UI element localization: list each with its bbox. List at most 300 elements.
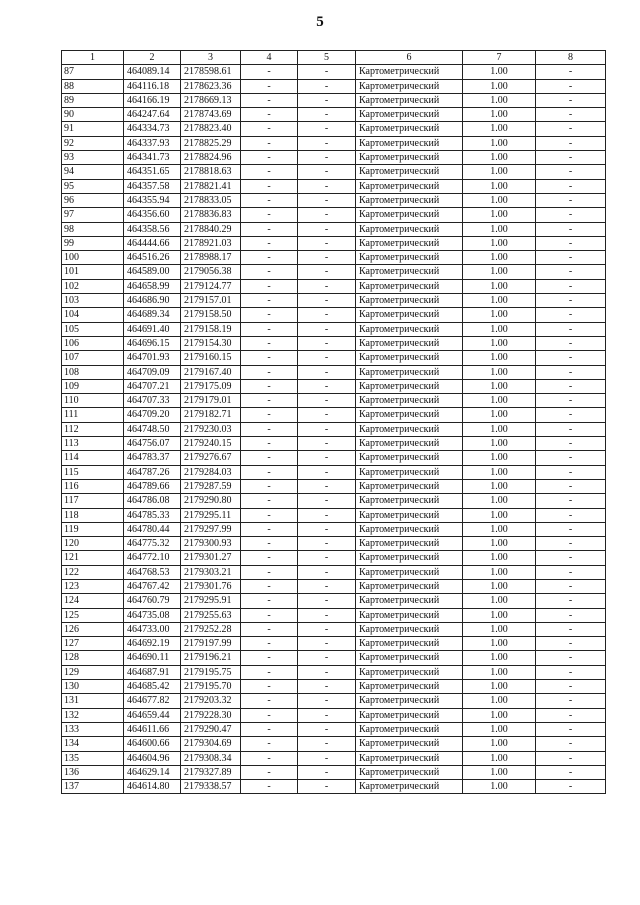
accuracy-cell: 1.00 — [463, 308, 536, 322]
col-4-cell: - — [241, 694, 298, 708]
x-coordinate-cell: 464687.91 — [124, 665, 181, 679]
accuracy-cell: 1.00 — [463, 322, 536, 336]
point-number-cell: 125 — [62, 608, 124, 622]
accuracy-cell: 1.00 — [463, 594, 536, 608]
method-cell: Картометрический — [356, 508, 463, 522]
x-coordinate-cell: 464783.37 — [124, 451, 181, 465]
table-row — [62, 780, 606, 794]
col-4-cell: - — [241, 451, 298, 465]
x-coordinate-cell: 464357.58 — [124, 179, 181, 193]
col-5-cell: - — [298, 637, 356, 651]
col-5-cell: - — [298, 465, 356, 479]
method-cell: Картометрический — [356, 294, 463, 308]
col-4-cell: - — [241, 494, 298, 508]
col-8-cell: - — [536, 193, 606, 207]
x-coordinate-cell: 464787.26 — [124, 465, 181, 479]
col-8-cell: - — [536, 751, 606, 765]
col-5-cell: - — [298, 108, 356, 122]
column-header-7: 7 — [463, 51, 536, 65]
col-5-cell: - — [298, 179, 356, 193]
col-8-cell: - — [536, 308, 606, 322]
col-8-cell: - — [536, 379, 606, 393]
col-5-cell: - — [298, 336, 356, 350]
method-cell: Картометрический — [356, 351, 463, 365]
col-8-cell: - — [536, 765, 606, 779]
col-5-cell: - — [298, 479, 356, 493]
method-cell: Картометрический — [356, 279, 463, 293]
col-5-cell: - — [298, 208, 356, 222]
x-coordinate-cell: 464768.53 — [124, 565, 181, 579]
accuracy-cell: 1.00 — [463, 265, 536, 279]
col-4-cell: - — [241, 379, 298, 393]
y-coordinate-cell: 2179154.30 — [181, 336, 241, 350]
col-5-cell: - — [298, 394, 356, 408]
accuracy-cell: 1.00 — [463, 79, 536, 93]
x-coordinate-cell: 464677.82 — [124, 694, 181, 708]
col-5-cell: - — [298, 79, 356, 93]
method-cell: Картометрический — [356, 322, 463, 336]
table-row — [62, 351, 606, 365]
accuracy-cell: 1.00 — [463, 451, 536, 465]
point-number-cell: 128 — [62, 651, 124, 665]
column-header-1: 1 — [62, 51, 124, 65]
x-coordinate-cell: 464614.80 — [124, 780, 181, 794]
y-coordinate-cell: 2178669.13 — [181, 93, 241, 107]
col-4-cell: - — [241, 437, 298, 451]
method-cell: Картометрический — [356, 93, 463, 107]
table-row — [62, 680, 606, 694]
col-4-cell: - — [241, 579, 298, 593]
method-cell: Картометрический — [356, 694, 463, 708]
page-number: 5 — [316, 14, 324, 30]
table-row — [62, 479, 606, 493]
col-8-cell: - — [536, 365, 606, 379]
col-8-cell: - — [536, 694, 606, 708]
method-cell: Картометрический — [356, 551, 463, 565]
method-cell: Картометрический — [356, 537, 463, 551]
col-4-cell: - — [241, 479, 298, 493]
table-row — [62, 222, 606, 236]
col-4-cell: - — [241, 522, 298, 536]
point-number-cell: 124 — [62, 594, 124, 608]
method-cell: Картометрический — [356, 179, 463, 193]
y-coordinate-cell: 2178824.96 — [181, 151, 241, 165]
col-5-cell: - — [298, 551, 356, 565]
accuracy-cell: 1.00 — [463, 722, 536, 736]
point-number-cell: 127 — [62, 637, 124, 651]
method-cell: Картометрический — [356, 579, 463, 593]
col-8-cell: - — [536, 93, 606, 107]
col-8-cell: - — [536, 494, 606, 508]
x-coordinate-cell: 464772.10 — [124, 551, 181, 565]
col-8-cell: - — [536, 508, 606, 522]
accuracy-cell: 1.00 — [463, 208, 536, 222]
accuracy-cell: 1.00 — [463, 65, 536, 79]
x-coordinate-cell: 464444.66 — [124, 236, 181, 250]
table-row — [62, 193, 606, 207]
col-5-cell: - — [298, 365, 356, 379]
x-coordinate-cell: 464707.33 — [124, 394, 181, 408]
x-coordinate-cell: 464789.66 — [124, 479, 181, 493]
point-number-cell: 113 — [62, 437, 124, 451]
col-8-cell: - — [536, 236, 606, 250]
coordinates-table — [61, 50, 606, 794]
col-5-cell: - — [298, 594, 356, 608]
column-header-5: 5 — [298, 51, 356, 65]
accuracy-cell: 1.00 — [463, 236, 536, 250]
col-4-cell: - — [241, 465, 298, 479]
table-row — [62, 765, 606, 779]
table-row — [62, 508, 606, 522]
accuracy-cell: 1.00 — [463, 151, 536, 165]
col-4-cell: - — [241, 737, 298, 751]
col-8-cell: - — [536, 422, 606, 436]
table-row — [62, 608, 606, 622]
accuracy-cell: 1.00 — [463, 637, 536, 651]
method-cell: Картометрический — [356, 465, 463, 479]
column-header-6: 6 — [356, 51, 463, 65]
y-coordinate-cell: 2179297.99 — [181, 522, 241, 536]
x-coordinate-cell: 464116.18 — [124, 79, 181, 93]
y-coordinate-cell: 2179175.09 — [181, 379, 241, 393]
point-number-cell: 98 — [62, 222, 124, 236]
accuracy-cell: 1.00 — [463, 136, 536, 150]
x-coordinate-cell: 464658.99 — [124, 279, 181, 293]
col-5-cell: - — [298, 494, 356, 508]
point-number-cell: 108 — [62, 365, 124, 379]
point-number-cell: 121 — [62, 551, 124, 565]
col-4-cell: - — [241, 222, 298, 236]
point-number-cell: 122 — [62, 565, 124, 579]
table-row — [62, 365, 606, 379]
column-header-8: 8 — [536, 51, 606, 65]
y-coordinate-cell: 2179203.32 — [181, 694, 241, 708]
y-coordinate-cell: 2178743.69 — [181, 108, 241, 122]
col-4-cell: - — [241, 122, 298, 136]
table-row — [62, 651, 606, 665]
x-coordinate-cell: 464709.09 — [124, 365, 181, 379]
point-number-cell: 133 — [62, 722, 124, 736]
table-row — [62, 708, 606, 722]
method-cell: Картометрический — [356, 79, 463, 93]
col-5-cell: - — [298, 151, 356, 165]
col-8-cell: - — [536, 465, 606, 479]
point-number-cell: 135 — [62, 751, 124, 765]
col-4-cell: - — [241, 722, 298, 736]
col-5-cell: - — [298, 122, 356, 136]
table-row — [62, 136, 606, 150]
col-4-cell: - — [241, 336, 298, 350]
x-coordinate-cell: 464709.20 — [124, 408, 181, 422]
point-number-cell: 100 — [62, 251, 124, 265]
col-4-cell: - — [241, 508, 298, 522]
table-row — [62, 379, 606, 393]
method-cell: Картометрический — [356, 479, 463, 493]
col-4-cell: - — [241, 93, 298, 107]
col-8-cell: - — [536, 737, 606, 751]
x-coordinate-cell: 464334.73 — [124, 122, 181, 136]
point-number-cell: 131 — [62, 694, 124, 708]
accuracy-cell: 1.00 — [463, 408, 536, 422]
col-5-cell: - — [298, 751, 356, 765]
method-cell: Картометрический — [356, 151, 463, 165]
x-coordinate-cell: 464690.11 — [124, 651, 181, 665]
accuracy-cell: 1.00 — [463, 537, 536, 551]
x-coordinate-cell: 464600.66 — [124, 737, 181, 751]
col-5-cell: - — [298, 665, 356, 679]
col-4-cell: - — [241, 265, 298, 279]
y-coordinate-cell: 2179303.21 — [181, 565, 241, 579]
col-5-cell: - — [298, 522, 356, 536]
method-cell: Картометрический — [356, 680, 463, 694]
col-4-cell: - — [241, 751, 298, 765]
table-row — [62, 751, 606, 765]
col-4-cell: - — [241, 65, 298, 79]
point-number-cell: 101 — [62, 265, 124, 279]
col-8-cell: - — [536, 651, 606, 665]
point-number-cell: 134 — [62, 737, 124, 751]
y-coordinate-cell: 2179327.89 — [181, 765, 241, 779]
table-row — [62, 151, 606, 165]
table-row — [62, 65, 606, 79]
col-4-cell: - — [241, 294, 298, 308]
table-row — [62, 179, 606, 193]
col-4-cell: - — [241, 79, 298, 93]
col-5-cell: - — [298, 680, 356, 694]
table-row — [62, 637, 606, 651]
x-coordinate-cell: 464629.14 — [124, 765, 181, 779]
table-row — [62, 451, 606, 465]
accuracy-cell: 1.00 — [463, 651, 536, 665]
col-5-cell: - — [298, 565, 356, 579]
y-coordinate-cell: 2179255.63 — [181, 608, 241, 622]
method-cell: Картометрический — [356, 737, 463, 751]
col-5-cell: - — [298, 694, 356, 708]
col-8-cell: - — [536, 665, 606, 679]
accuracy-cell: 1.00 — [463, 222, 536, 236]
method-cell: Картометрический — [356, 522, 463, 536]
y-coordinate-cell: 2179228.30 — [181, 708, 241, 722]
accuracy-cell: 1.00 — [463, 694, 536, 708]
point-number-cell: 130 — [62, 680, 124, 694]
point-number-cell: 90 — [62, 108, 124, 122]
col-5-cell: - — [298, 537, 356, 551]
y-coordinate-cell: 2178833.05 — [181, 193, 241, 207]
accuracy-cell: 1.00 — [463, 437, 536, 451]
point-number-cell: 96 — [62, 193, 124, 207]
x-coordinate-cell: 464351.65 — [124, 165, 181, 179]
accuracy-cell: 1.00 — [463, 751, 536, 765]
method-cell: Картометрический — [356, 608, 463, 622]
col-8-cell: - — [536, 537, 606, 551]
method-cell: Картометрический — [356, 136, 463, 150]
col-8-cell: - — [536, 565, 606, 579]
col-8-cell: - — [536, 708, 606, 722]
col-5-cell: - — [298, 279, 356, 293]
col-5-cell: - — [298, 579, 356, 593]
col-5-cell: - — [298, 236, 356, 250]
accuracy-cell: 1.00 — [463, 565, 536, 579]
col-5-cell: - — [298, 308, 356, 322]
method-cell: Картометрический — [356, 751, 463, 765]
x-coordinate-cell: 464775.32 — [124, 537, 181, 551]
table-row — [62, 279, 606, 293]
col-4-cell: - — [241, 179, 298, 193]
col-5-cell: - — [298, 65, 356, 79]
x-coordinate-cell: 464696.15 — [124, 336, 181, 350]
point-number-cell: 95 — [62, 179, 124, 193]
accuracy-cell: 1.00 — [463, 394, 536, 408]
accuracy-cell: 1.00 — [463, 336, 536, 350]
x-coordinate-cell: 464356.60 — [124, 208, 181, 222]
col-8-cell: - — [536, 208, 606, 222]
accuracy-cell: 1.00 — [463, 251, 536, 265]
accuracy-cell: 1.00 — [463, 680, 536, 694]
col-8-cell: - — [536, 322, 606, 336]
col-4-cell: - — [241, 680, 298, 694]
y-coordinate-cell: 2179196.21 — [181, 651, 241, 665]
y-coordinate-cell: 2178825.29 — [181, 136, 241, 150]
col-8-cell: - — [536, 479, 606, 493]
col-8-cell: - — [536, 122, 606, 136]
accuracy-cell: 1.00 — [463, 479, 536, 493]
x-coordinate-cell: 464685.42 — [124, 680, 181, 694]
col-4-cell: - — [241, 208, 298, 222]
y-coordinate-cell: 2179301.76 — [181, 579, 241, 593]
accuracy-cell: 1.00 — [463, 608, 536, 622]
col-5-cell: - — [298, 422, 356, 436]
y-coordinate-cell: 2179295.91 — [181, 594, 241, 608]
col-4-cell: - — [241, 151, 298, 165]
accuracy-cell: 1.00 — [463, 622, 536, 636]
method-cell: Картометрический — [356, 622, 463, 636]
x-coordinate-cell: 464355.94 — [124, 193, 181, 207]
method-cell: Картометрический — [356, 308, 463, 322]
col-4-cell: - — [241, 236, 298, 250]
y-coordinate-cell: 2179056.38 — [181, 265, 241, 279]
y-coordinate-cell: 2179240.15 — [181, 437, 241, 451]
x-coordinate-cell: 464166.19 — [124, 93, 181, 107]
x-coordinate-cell: 464611.66 — [124, 722, 181, 736]
col-5-cell: - — [298, 136, 356, 150]
col-4-cell: - — [241, 565, 298, 579]
table-row — [62, 394, 606, 408]
table-row — [62, 294, 606, 308]
y-coordinate-cell: 2179290.47 — [181, 722, 241, 736]
col-8-cell: - — [536, 279, 606, 293]
y-coordinate-cell: 2178921.03 — [181, 236, 241, 250]
y-coordinate-cell: 2179284.03 — [181, 465, 241, 479]
col-8-cell: - — [536, 336, 606, 350]
col-8-cell: - — [536, 165, 606, 179]
y-coordinate-cell: 2179290.80 — [181, 494, 241, 508]
x-coordinate-cell: 464247.64 — [124, 108, 181, 122]
table-row — [62, 322, 606, 336]
method-cell: Картометрический — [356, 65, 463, 79]
accuracy-cell: 1.00 — [463, 122, 536, 136]
point-number-cell: 112 — [62, 422, 124, 436]
col-4-cell: - — [241, 394, 298, 408]
point-number-cell: 88 — [62, 79, 124, 93]
col-8-cell: - — [536, 179, 606, 193]
method-cell: Картометрический — [356, 665, 463, 679]
accuracy-cell: 1.00 — [463, 665, 536, 679]
point-number-cell: 129 — [62, 665, 124, 679]
col-5-cell: - — [298, 193, 356, 207]
col-8-cell: - — [536, 451, 606, 465]
col-4-cell: - — [241, 408, 298, 422]
point-number-cell: 126 — [62, 622, 124, 636]
x-coordinate-cell: 464589.00 — [124, 265, 181, 279]
col-4-cell: - — [241, 365, 298, 379]
col-4-cell: - — [241, 422, 298, 436]
method-cell: Картометрический — [356, 193, 463, 207]
col-5-cell: - — [298, 508, 356, 522]
method-cell: Картометрический — [356, 722, 463, 736]
accuracy-cell: 1.00 — [463, 179, 536, 193]
point-number-cell: 106 — [62, 336, 124, 350]
table-row — [62, 208, 606, 222]
accuracy-cell: 1.00 — [463, 108, 536, 122]
column-header-3: 3 — [181, 51, 241, 65]
point-number-cell: 114 — [62, 451, 124, 465]
y-coordinate-cell: 2179195.70 — [181, 680, 241, 694]
table-body — [62, 65, 606, 794]
table-row — [62, 437, 606, 451]
accuracy-cell: 1.00 — [463, 193, 536, 207]
point-number-cell: 99 — [62, 236, 124, 250]
col-8-cell: - — [536, 594, 606, 608]
col-8-cell: - — [536, 294, 606, 308]
point-number-cell: 110 — [62, 394, 124, 408]
method-cell: Картометрический — [356, 437, 463, 451]
table-row — [62, 165, 606, 179]
column-header-2: 2 — [124, 51, 181, 65]
y-coordinate-cell: 2179157.01 — [181, 294, 241, 308]
method-cell: Картометрический — [356, 408, 463, 422]
method-cell: Картометрический — [356, 708, 463, 722]
x-coordinate-cell: 464089.14 — [124, 65, 181, 79]
y-coordinate-cell: 2179182.71 — [181, 408, 241, 422]
method-cell: Картометрический — [356, 451, 463, 465]
y-coordinate-cell: 2178823.40 — [181, 122, 241, 136]
x-coordinate-cell: 464604.96 — [124, 751, 181, 765]
y-coordinate-cell: 2178821.41 — [181, 179, 241, 193]
table-row — [62, 522, 606, 536]
point-number-cell: 118 — [62, 508, 124, 522]
y-coordinate-cell: 2178836.83 — [181, 208, 241, 222]
col-8-cell: - — [536, 437, 606, 451]
col-8-cell: - — [536, 79, 606, 93]
method-cell: Картометрический — [356, 265, 463, 279]
accuracy-cell: 1.00 — [463, 351, 536, 365]
x-coordinate-cell: 464341.73 — [124, 151, 181, 165]
y-coordinate-cell: 2179179.01 — [181, 394, 241, 408]
point-number-cell: 105 — [62, 322, 124, 336]
point-number-cell: 132 — [62, 708, 124, 722]
table-header-row — [62, 51, 606, 65]
x-coordinate-cell: 464760.79 — [124, 594, 181, 608]
y-coordinate-cell: 2179158.19 — [181, 322, 241, 336]
col-5-cell: - — [298, 408, 356, 422]
table-row — [62, 108, 606, 122]
x-coordinate-cell: 464748.50 — [124, 422, 181, 436]
point-number-cell: 109 — [62, 379, 124, 393]
y-coordinate-cell: 2179301.27 — [181, 551, 241, 565]
method-cell: Картометрический — [356, 494, 463, 508]
table-row — [62, 565, 606, 579]
point-number-cell: 107 — [62, 351, 124, 365]
